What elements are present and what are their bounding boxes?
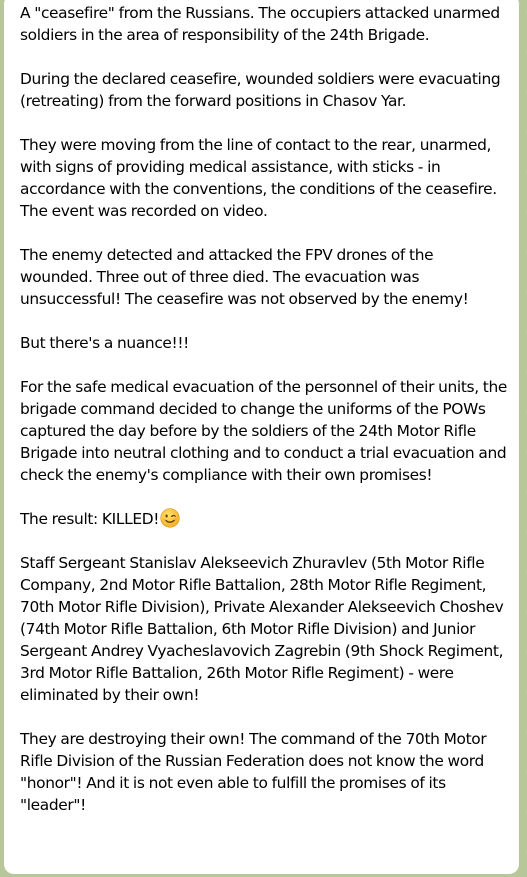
message-paragraph-6: For the safe medical evacuation of the personnel of their units, the brigade command decided to change the uniforms of the POWs captured the day before by the soldiers of the 24th Motor Rifle Brigade into neutral clothing and to conduct a trial evacuation and check the enemy's compliance with their own promises! (20, 378, 508, 484)
message-paragraph-2: During the declared ceasefire, wounded soldiers were evacuating (retreating) from the forward positions in Chasov Yar. (20, 70, 501, 110)
winking-face-icon (160, 508, 180, 528)
message-paragraph-8: Staff Sergeant Stanislav Alekseevich Zhuravlev (5th Motor Rifle Company, 2nd Motor Rifle Battalion, 28th Motor Rifle Regiment, 70th Motor Rifle Division), Private Alexander Alekseevich Choshev (74th Motor Rifle Battalion, 6th Motor Rifle Division) and Junior Sergeant Andrey Vyacheslavovich Zagrebin (9th Shock Regiment, 3rd Motor Rifle Battalion, 26th Motor Rifle Regiment) - were eliminated by their own! (20, 554, 504, 704)
message-paragraph-3: They were moving from the line of contact to the rear, unarmed, with signs of providing medical assistance, with sticks - in accordance with the conventions, the conditions of the ceasefire. The event was recorded on video. (20, 136, 497, 220)
message-paragraph-7 (20, 508, 507, 530)
message-bubble[interactable] (4, 0, 519, 874)
result-text: The result: KILLED! (20, 510, 160, 528)
message-paragraph-1: A "ceasefire" from the Russians. The occupiers attacked unarmed soldiers in the area of responsibility of the 24th Brigade. (20, 4, 500, 44)
message-paragraph-5: But there's a nuance!!! (20, 334, 190, 352)
message-paragraph-9: They are destroying their own! The command of the 70th Motor Rifle Division of the Russian Federation does not know the word "honor"! And it is not even able to fulfill the promises of its "leader"! (20, 730, 487, 814)
message-paragraph-4: The enemy detected and attacked the FPV drones of the wounded. Three out of three died. The evacuation was unsuccessful! The ceasefire was not observed by the enemy! (20, 246, 469, 308)
